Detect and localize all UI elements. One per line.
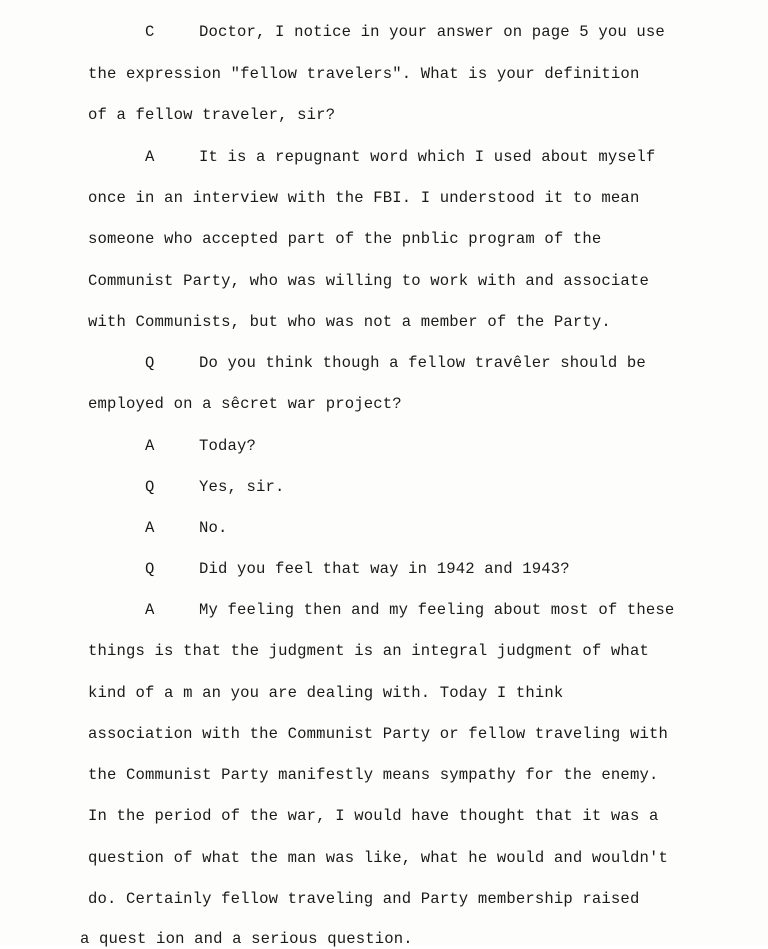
speaker-label: A (145, 601, 155, 619)
transcript-line-qa (145, 518, 228, 538)
line-text: Do you think though a fellow travêler should be (199, 354, 646, 372)
speaker-label: C (145, 23, 155, 41)
transcript-line (88, 105, 335, 125)
transcript-line (88, 683, 563, 703)
line-text: Did you feel that way in 1942 and 1943? (199, 560, 570, 578)
transcript-line (88, 229, 601, 249)
transcript-line (88, 806, 658, 826)
line-text: someone who accepted part of the pnblic program of the (88, 230, 602, 248)
transcript-line (88, 848, 668, 868)
speaker-label: A (145, 437, 155, 455)
line-text: It is a repugnant word which I used about myself (199, 148, 656, 166)
transcript-line-qa (145, 436, 256, 456)
line-text: Yes, sir. (199, 478, 285, 496)
line-text: kind of a m an you are dealing with. Today I think (88, 684, 564, 702)
transcript-line (88, 765, 658, 785)
line-text: the Communist Party manifestly means sympathy for the enemy. (88, 766, 659, 784)
transcript-line (88, 64, 639, 84)
transcript-line (88, 724, 668, 744)
line-text: a quest ion and a serious question. (80, 930, 413, 948)
line-text: My feeling then and my feeling about most of these (199, 601, 675, 619)
line-text: the expression "fellow travelers". What is your definition (88, 65, 640, 83)
line-text: question of what the man was like, what he would and wouldn't (88, 849, 668, 867)
transcript-line-qa (145, 477, 285, 497)
transcript-line-qa (145, 147, 655, 167)
transcript-line-qa (145, 22, 665, 42)
transcript-line-qa (145, 559, 570, 579)
speaker-label: Q (145, 354, 155, 372)
speaker-label: A (145, 519, 155, 537)
transcript-line (88, 641, 649, 661)
line-text: association with the Communist Party or fellow traveling with (88, 725, 668, 743)
speaker-label: A (145, 148, 155, 166)
transcript-line (88, 271, 649, 291)
transcript-line (88, 312, 611, 332)
line-text: things is that the judgment is an integral judgment of what (88, 642, 649, 660)
line-text: Doctor, I notice in your answer on page 5 you use (199, 23, 665, 41)
line-text: employed on a sêcret war project? (88, 395, 402, 413)
speaker-label: Q (145, 478, 155, 496)
line-text: once in an interview with the FBI. I understood it to mean (88, 189, 640, 207)
speaker-label: Q (145, 560, 155, 578)
transcript-line (80, 929, 413, 949)
transcript-line (88, 889, 639, 909)
transcript-line-qa (145, 353, 646, 373)
line-text: In the period of the war, I would have thought that it was a (88, 807, 659, 825)
transcript-line (88, 394, 402, 414)
transcript-line (88, 188, 639, 208)
line-text: Today? (199, 437, 257, 455)
transcript-line-qa (145, 600, 674, 620)
line-text: with Communists, but who was not a member of the Party. (88, 313, 611, 331)
line-text: of a fellow traveler, sir? (88, 106, 336, 124)
line-text: do. Certainly fellow traveling and Party membership raised (88, 890, 640, 908)
line-text: No. (199, 519, 228, 537)
line-text: Communist Party, who was willing to work with and associate (88, 272, 649, 290)
